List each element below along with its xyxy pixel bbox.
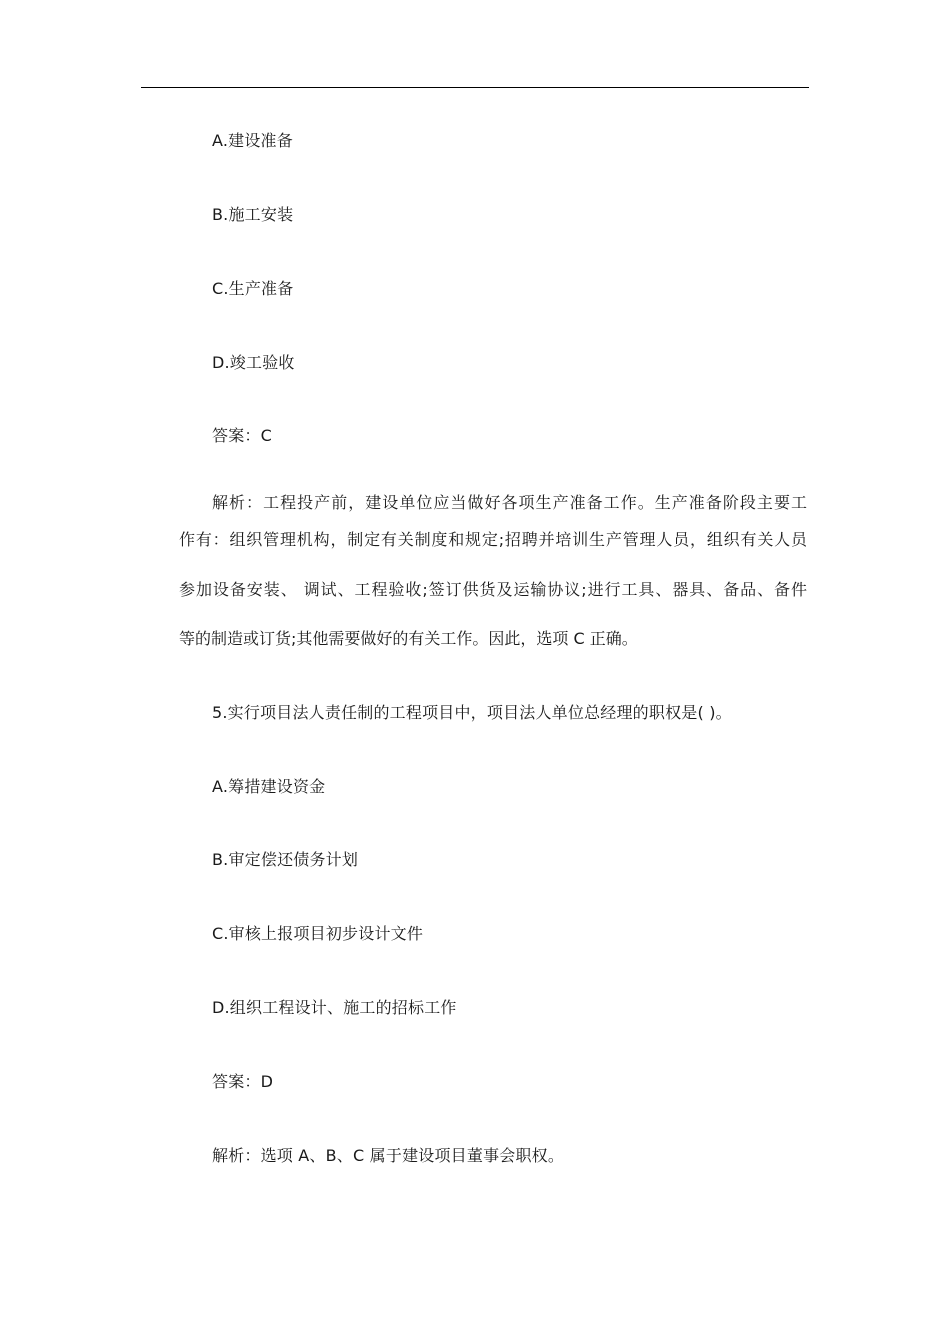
q4-option-d: D.竣工验收 bbox=[212, 353, 295, 372]
q5-option-b: B.审定偿还债务计划 bbox=[212, 850, 359, 869]
q5-analysis: 解析：选项 A、B、C 属于建设项目董事会职权。 bbox=[212, 1146, 565, 1165]
q5-answer: 答案：D bbox=[212, 1072, 274, 1091]
q5-option-c: C.审核上报项目初步设计文件 bbox=[212, 924, 424, 943]
q4-option-a: A.建设准备 bbox=[212, 131, 293, 150]
q5-option-d: D.组织工程设计、施工的招标工作 bbox=[212, 998, 457, 1017]
q4-analysis-line-4: 等的制造或订货;其他需要做好的有关工作。因此，选项 C 正确。 bbox=[179, 629, 638, 648]
q5-question: 5.实行项目法人责任制的工程项目中，项目法人单位总经理的职权是( )。 bbox=[212, 703, 732, 722]
q4-analysis-line-3: 参加设备安装、 调试、工程验收;签订供货及运输协议;进行工具、器具、备品、备件 bbox=[179, 580, 807, 599]
q4-answer: 答案：C bbox=[212, 426, 272, 445]
q4-option-b: B.施工安装 bbox=[212, 205, 294, 224]
q5-option-a: A.筹措建设资金 bbox=[212, 777, 326, 796]
q4-analysis-line-1: 解析：工程投产前，建设单位应当做好各项生产准备工作。生产准备阶段主要工 bbox=[212, 493, 807, 512]
q4-option-c: C.生产准备 bbox=[212, 279, 294, 298]
header-rule bbox=[141, 87, 809, 88]
q4-analysis-line-2: 作有：组织管理机构，制定有关制度和规定;招聘并培训生产管理人员，组织有关人员 bbox=[179, 530, 807, 549]
